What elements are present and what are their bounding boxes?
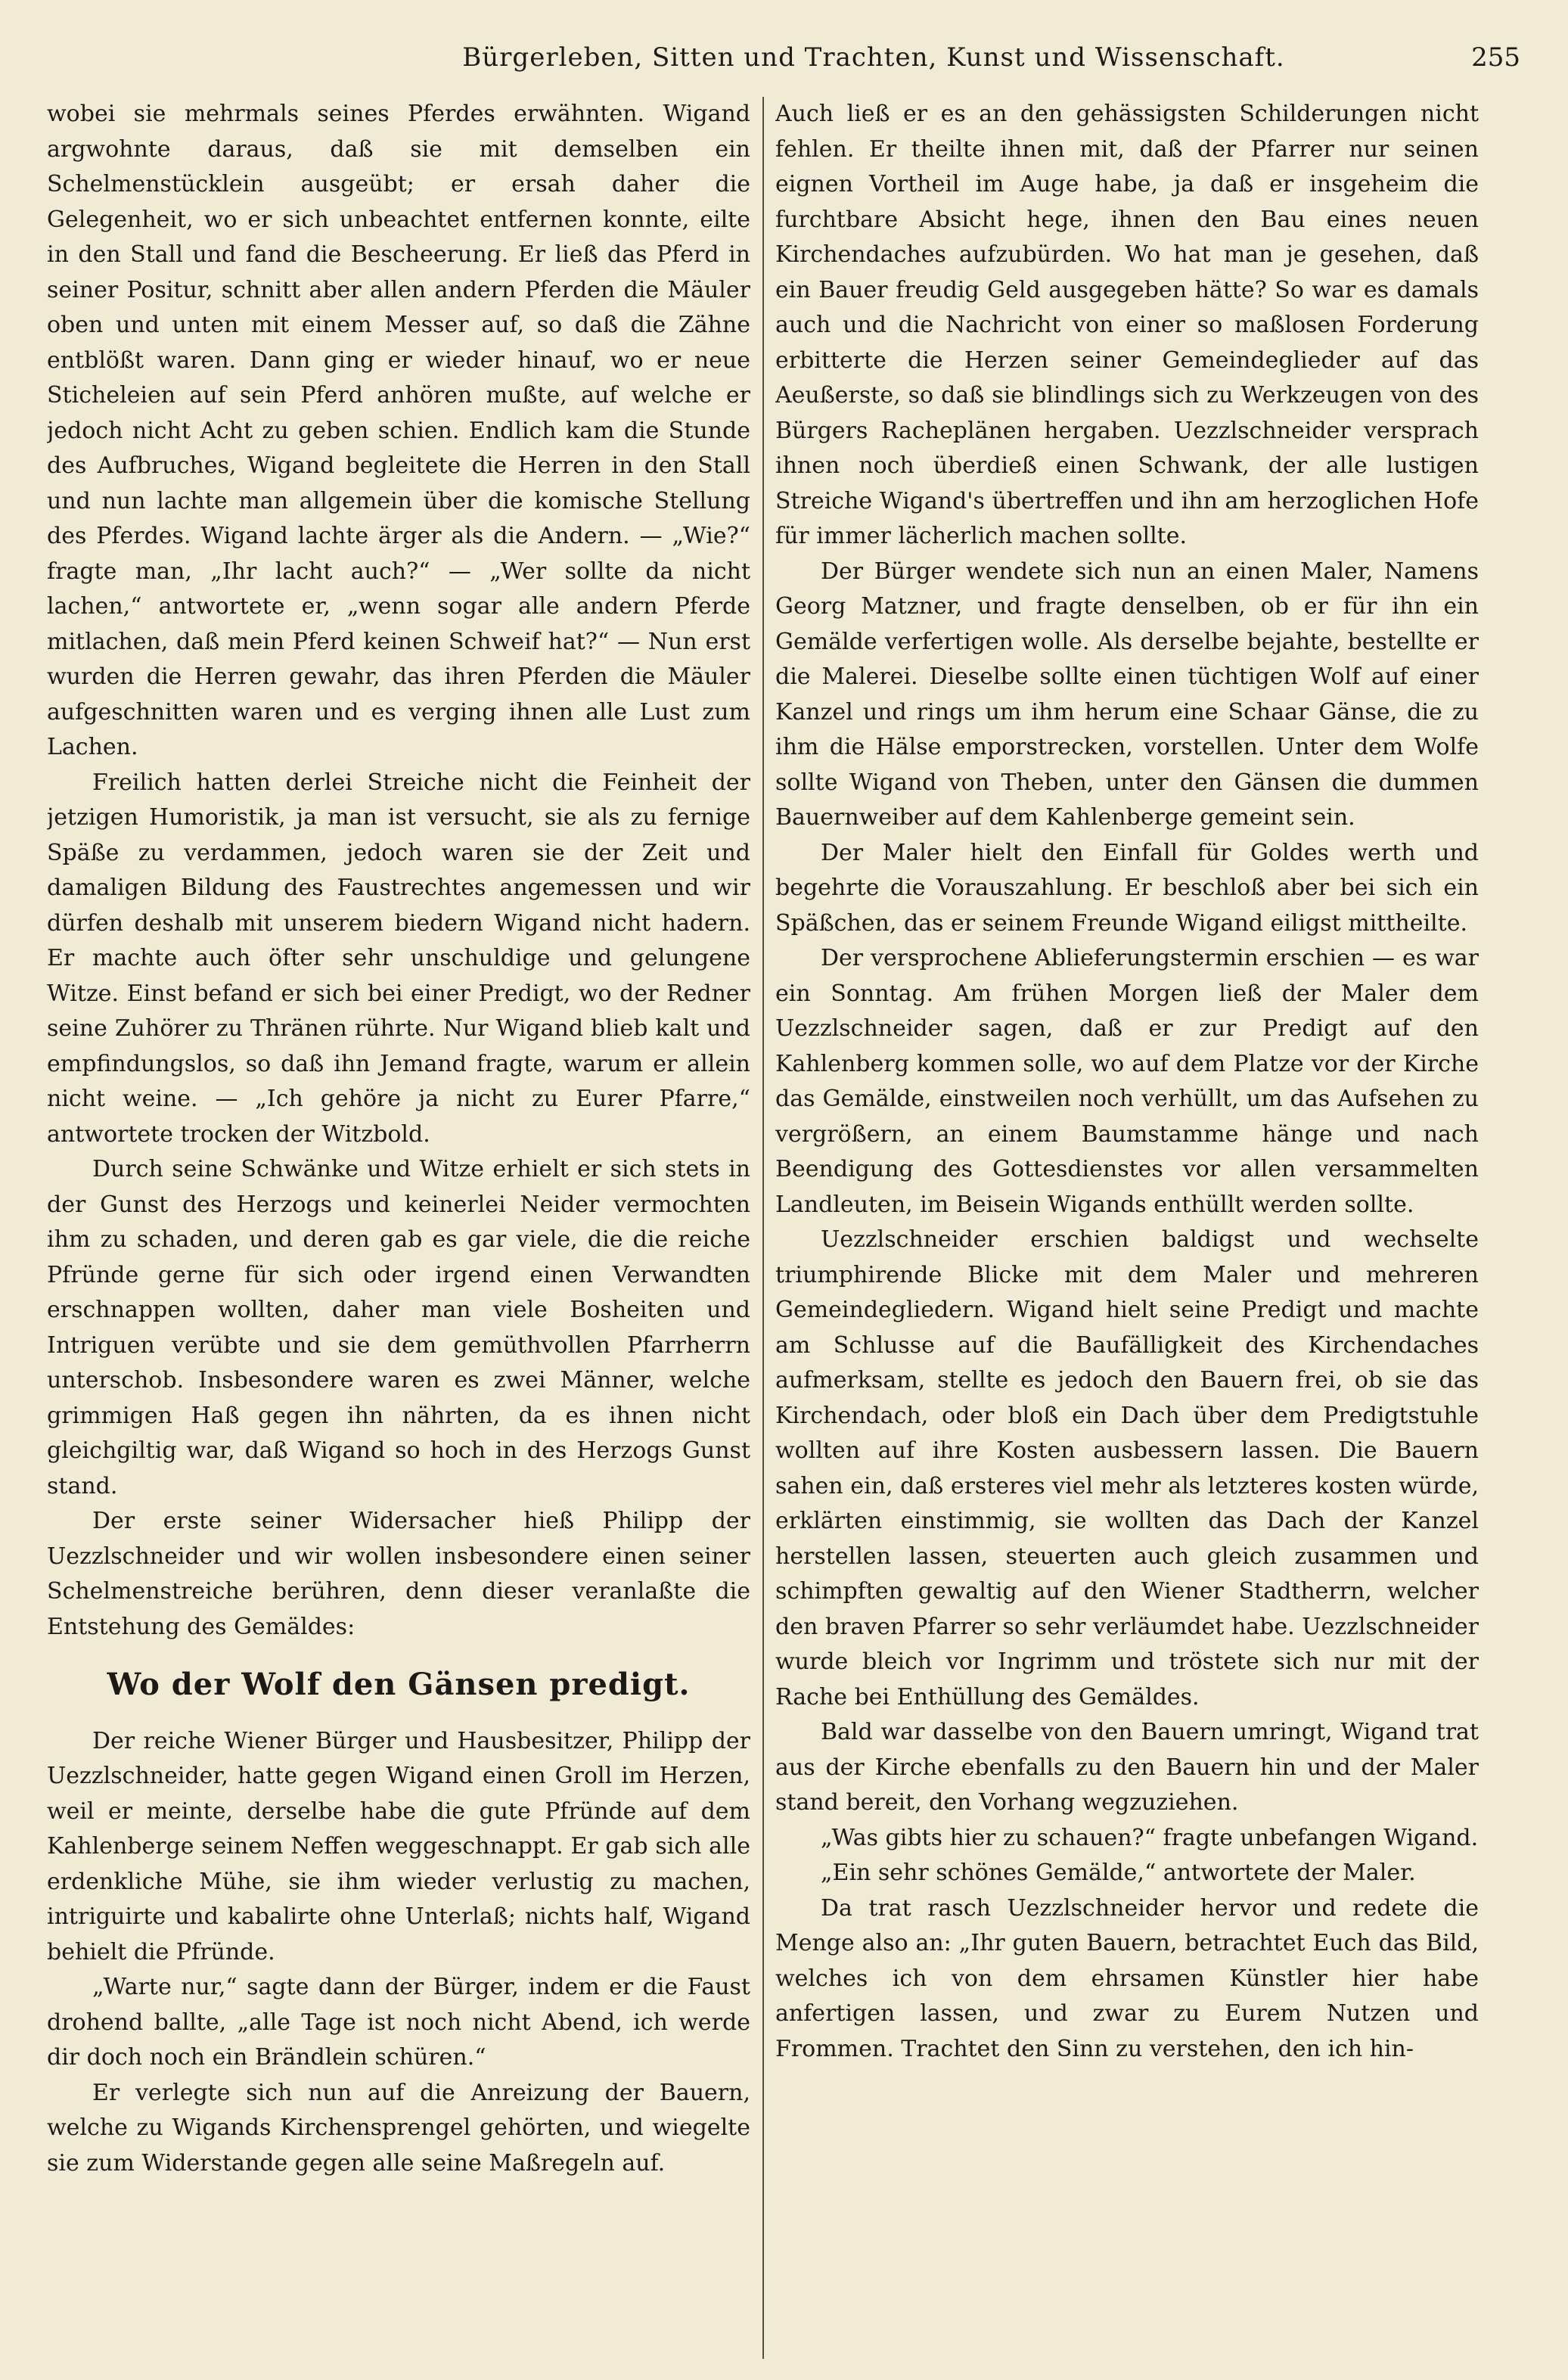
paragraph: „Ein sehr schönes Gemälde,“ antwortete der Maler.	[821, 1860, 1416, 1886]
paragraph: Er verlegte sich nun auf die Anreizung der Bauern, welche zu Wigands Kirchensprengel gehörten, und wiegelte sie zum Widerstande gegen alle seine Maßregeln auf.	[47, 2079, 750, 2176]
paragraph: Durch seine Schwänke und Witze erhielt er sich stets in der Gunst des Herzogs und keinerlei Neider vermochten ihm zu schaden, und deren gab es gar viele, die die reiche Pfründe gerne für sich oder irgend einen Verwandten erschnappen wollten, daher man viele Bosheiten und Intriguen verübte und sie dem gemüthvollen Pfarrherrn unterschob. Insbesondere waren es zwei Männer, welche grimmigen Haß gegen ihn nährten, da es ihnen nicht gleichgiltig war, daß Wigand so hoch in des Herzogs Gunst stand.	[47, 1156, 750, 1499]
page-number: 255	[1471, 42, 1520, 73]
paragraph: Bald war dasselbe von den Bauern umringt, Wigand trat aus der Kirche ebenfalls zu den Bauern hin und der Maler stand bereit, den Vorhang wegzuziehen.	[775, 1719, 1479, 1816]
paragraph: wobei sie mehrmals seines Pferdes erwähnten. Wigand argwohnte daraus, daß sie mit demselben ein Schelmenstücklein ausgeübt; er ersah daher die Gelegenheit, wo er sich unbeachtet entfernen konnte, eilte in den Stall und fand die Bescheerung. Er ließ das Pferd in seiner Positur, schnitt aber allen andern Pferden die Mäuler oben und unten mit einem Messer auf, so daß die Zähne entblößt waren. Dann ging er wieder hinauf, wo er neue Sticheleien auf sein Pferd anhören mußte, auf welche er jedoch nicht Acht zu geben schien. Endlich kam die Stunde des Aufbruches, Wigand begleitete die Herren in den Stall und nun lachte man allgemein über die komische Stellung des Pferdes. Wigand lachte ärger als die Andern. — „Wie?“ fragte man, „Ihr lacht auch?“ — „Wer sollte da nicht lachen,“ antwortete er, „wenn sogar alle andern Pferde mitlachen, daß mein Pferd keinen Schweif hat?“ — Nun erst wurden die Herren gewahr, das ihren Pferden die Mäuler aufgeschnitten waren und es verging ihnen alle Lust zum Lachen.	[47, 101, 750, 760]
column-divider	[762, 97, 764, 2359]
paragraph: Der versprochene Ablieferungstermin erschien — es war ein Sonntag. Am frühen Morgen ließ der Maler dem Uezzlschneider sagen, daß er zur Predigt auf den Kahlenberg kommen solle, wo auf dem Platze vor der Kirche das Gemälde, einstweilen noch verhüllt, um das Aufsehen zu vergrößern, an einem Baumstamme hänge und nach Beendigung des Gottesdienstes vor allen versammelten Landleuten, im Beisein Wigands enthüllt werden sollte.	[775, 945, 1479, 1218]
paragraph: Der erste seiner Widersacher hieß Philipp der Uezzlschneider und wir wollen insbesondere einen seiner Schelmenstreiche berühren, denn dieser veranlaßte die Entstehung des Gemäldes:	[47, 1508, 750, 1640]
running-title: Bürgerleben, Sitten und Trachten, Kunst und Wissenschaft.	[462, 42, 1285, 73]
left-column	[47, 97, 750, 2366]
page-header	[68, 33, 1520, 86]
section-heading: Wo der Wolf den Gänsen predigt.	[107, 1667, 691, 1702]
paragraph: Der reiche Wiener Bürger und Hausbesitzer, Philipp der Uezzlschneider, hatte gegen Wigand einen Groll im Herzen, weil er meinte, derselbe habe die gute Pfründe auf dem Kahlenberge seinem Neffen weggeschnappt. Er gab sich alle erdenkliche Mühe, sie ihm wieder verlustig zu machen, intriguirte und kabalirte ohne Unterlaß; nichts half, Wigand behielt die Pfründe.	[47, 1727, 750, 1965]
paragraph: Da trat rasch Uezzlschneider hervor und redete die Menge also an: „Ihr guten Bauern, betrachtet Euch das Bild, welches ich von dem ehrsamen Künstler hier habe anfertigen lassen, und zwar zu Eurem Nutzen und Frommen. Trachtet den Sinn zu verstehen, den ich hin-	[775, 1894, 1479, 2062]
paragraph: Der Bürger wendete sich nun an einen Maler, Namens Georg Matzner, und fragte denselben, ob er für ihn ein Gemälde verfertigen wolle. Als derselbe bejahte, bestellte er die Malerei. Dieselbe sollte einen tüchtigen Wolf auf einer Kanzel und rings um ihm herum eine Schaar Gänse, die zu ihm die Hälse emporstrecken, vorstellen. Unter dem Wolfe sollte Wigand von Theben, unter den Gänsen die dummen Bauernweiber auf dem Kahlenberge gemeint sein.	[775, 558, 1479, 831]
paragraph: Auch ließ er es an den gehässigsten Schilderungen nicht fehlen. Er theilte ihnen mit, daß der Pfarrer nur seinen eignen Vortheil im Auge habe, ja daß er insgeheim die furchtbare Absicht hege, ihnen den Bau eines neuen Kirchendaches aufzubürden. Wo hat man je gesehen, daß ein Bauer freudig Geld ausgegeben hätte? So war es damals auch und die Nachricht von einer so maßlosen Forderung erbitterte die Herzen seiner Gemeindeglieder auf das Aeußerste, so daß sie blindlings sich zu Werkzeugen von des Bürgers Racheplänen hergaben. Uezzlschneider versprach ihnen noch überdieß einen Schwank, der alle lustigen Streiche Wigand's übertreffen und ihn am herzoglichen Hofe für immer lächerlich machen sollte.	[775, 101, 1479, 549]
right-column	[775, 97, 1479, 2366]
paragraph: „Was gibts hier zu schauen?“ fragte unbefangen Wigand.	[821, 1824, 1479, 1851]
paragraph: Uezzlschneider erschien baldigst und wechselte triumphirende Blicke mit dem Maler und mehreren Gemeindegliedern. Wigand hielt seine Predigt und machte am Schlusse auf die Baufälligkeit des Kirchendaches aufmerksam, stellte es jedoch den Bauern frei, ob sie das Kirchendach, oder bloß ein Dach über dem Predigtstuhle wollten auf ihre Kosten ausbessern lassen. Die Bauern sahen ein, daß ersteres viel mehr als letzteres kosten würde, erklärten einstimmig, sie wollten das Dach der Kanzel herstellen lassen, steuerten auch gleich zusammen und schimpften gewaltig auf den Wiener Stadtherrn, welcher den braven Pfarrer so sehr verläumdet habe. Uezzlschneider wurde bleich vor Ingrimm und tröstete sich nur mit der Rache bei Enthüllung des Gemäldes.	[775, 1226, 1479, 1710]
paragraph: „Warte nur,“ sagte dann der Bürger, indem er die Faust drohend ballte, „alle Tage ist noch nicht Abend, ich werde dir doch noch ein Brändlein schüren.“	[47, 1974, 750, 2071]
paragraph: Der Maler hielt den Einfall für Goldes werth und begehrte die Vorauszahlung. Er beschloß aber bei sich ein Späßchen, das er seinem Freunde Wigand eiligst mittheilte.	[775, 839, 1479, 937]
paragraph: Freilich hatten derlei Streiche nicht die Feinheit der jetzigen Humoristik, ja man ist versucht, sie als zu fernige Späße zu verdammen, jedoch waren sie der Zeit und damaligen Bildung des Faustrechtes angemessen und wir dürfen deshalb mit unserem biedern Wigand nicht hadern. Er machte auch öfter sehr unschuldige und gelungene Witze. Einst befand er sich bei einer Predigt, wo der Redner seine Zuhörer zu Thränen rührte. Nur Wigand blieb kalt und empfindungslos, so daß ihn Jemand fragte, warum er allein nicht weine. — „Ich gehöre ja nicht zu Eurer Pfarre,“ antwortete trocken der Witzbold.	[47, 769, 750, 1148]
